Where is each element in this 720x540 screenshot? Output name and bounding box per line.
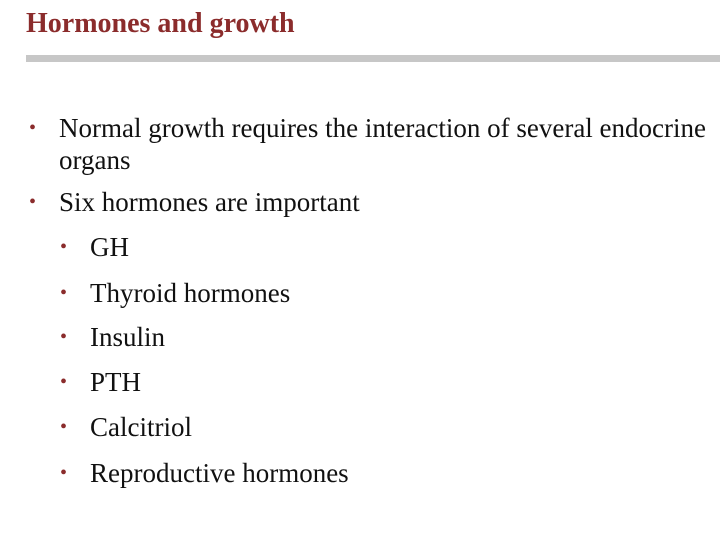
sub-bullet-item [60, 231, 690, 263]
bullet-text: Thyroid hormones [90, 278, 291, 308]
bullet-item [29, 186, 709, 218]
bullet-icon: • [29, 191, 37, 213]
bullet-text: Six hormones are important [59, 187, 360, 217]
bullet-text: Normal growth requires the interaction of several endocrine organs [59, 113, 706, 175]
bullet-icon: • [60, 326, 68, 348]
bullet-text: GH [90, 232, 129, 262]
sub-bullet-item [60, 366, 690, 398]
sub-bullet-item [60, 411, 690, 443]
slide-title: Hormones and growth [26, 8, 295, 39]
bullet-icon: • [60, 462, 68, 484]
bullet-icon: • [60, 371, 68, 393]
bullet-text: PTH [90, 367, 142, 397]
bullet-icon: • [29, 117, 37, 139]
bullet-text: Calcitriol [90, 412, 192, 442]
bullet-icon: • [60, 282, 68, 304]
bullet-text: Insulin [90, 322, 166, 352]
bullet-icon: • [60, 416, 68, 438]
sub-bullet-item [60, 277, 690, 309]
bullet-item [29, 112, 709, 176]
bullet-icon: • [60, 236, 68, 258]
bullet-text: Reproductive hormones [90, 458, 349, 488]
sub-bullet-item [60, 321, 690, 353]
sub-bullet-item [60, 457, 690, 489]
